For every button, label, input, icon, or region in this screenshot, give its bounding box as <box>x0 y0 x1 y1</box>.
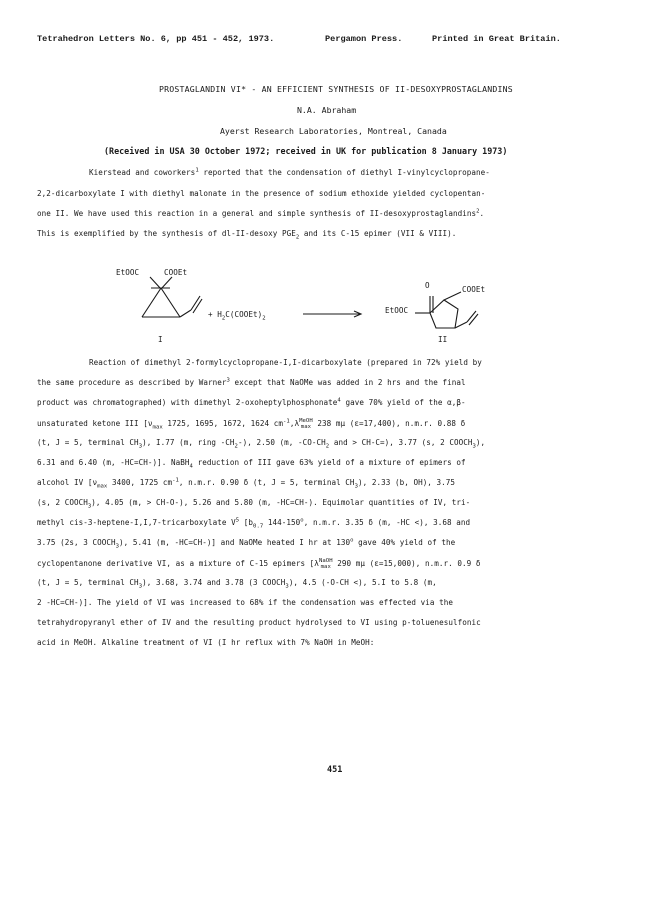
scheme-label: EtOOC <box>116 268 140 277</box>
page-number: 451 <box>327 765 343 775</box>
scheme-label: COOEt <box>164 268 188 277</box>
para1-line: one II. We have used this reaction in a general and simple synthesis of II-desoxyprostaglandins$^2$. <box>37 208 485 218</box>
bond <box>191 296 200 310</box>
bond <box>161 288 180 317</box>
compound-label: I <box>158 335 163 344</box>
bond <box>161 277 172 289</box>
para2-line: (t, J = 5, terminal $CH_3$), 3.68, 3.74 and 3.78 (3 $COOCH_3$), 4.5 (-O-CH <), 5.I to 5.8 (m, <box>37 578 437 590</box>
para2-line: 2 -HC=CH-)]. The yield of VI was increased to 68% if the condensation was effected via the <box>37 598 453 607</box>
para1-line: This is exemplified by the synthesis of dl-II-desoxy $PGE_2$ and its C-15 epimer (VII & VIII). <box>37 229 457 241</box>
para2-line: 3.75 (2s, 3 $COOCH_3$), 5.41 (m, -HC=CH-)] and NaOMe heated I hr at 130$^o$ gave 40% yield of the <box>37 537 456 550</box>
publisher: Pergamon Press. <box>325 34 403 44</box>
scheme-label: EtOOC <box>385 306 409 315</box>
journal-citation: Tetrahedron Letters No. 6, pp 451 - 452, 1973. <box>37 34 275 44</box>
para1-line: Kierstead and coworkers$^1$ reported that the condensation of diethyl I-vinylcyclopropane- <box>89 167 490 177</box>
para1-line: 2,2-dicarboxylate I with diethyl malonate in the presence of sodium ethoxide yielded cyclopentan- <box>37 189 486 198</box>
bond <box>444 292 461 300</box>
article-title: PROSTAGLANDIN VI* - AN EFFICIENT SYNTHESIS OF II-DESOXYPROSTAGLANDINS <box>159 84 513 94</box>
para2-line: 6.31 and 6.40 (m, -HC=CH-)]. NaBH$_4$ reduction of III gave 63% yield of a mixture of epimers of <box>37 458 466 470</box>
scheme-label: O <box>425 281 430 290</box>
bond <box>193 299 202 313</box>
bond <box>469 314 478 325</box>
para2-line: unsaturated ketone III [$\nu_{max}$ 1725, 1695, 1672, 1624 $cm^{-1},\lambda MeOH$ max 238 mμ (ε=17,400), n.m.r. 0.88 δ <box>37 418 466 431</box>
bond <box>455 322 467 328</box>
scheme-label: COOEt <box>462 285 486 294</box>
para2-line: acid in MeOH. Alkaline treatment of VI (I hr reflux with 7% NaOH in MeOH: <box>37 638 375 647</box>
para2-line: product was chromatographed) with dimethyl 2-oxoheptylphosphonate$^4$ gave 70% yield of the α,β- <box>37 397 466 407</box>
para2-line: (t, J = 5, terminal $CH_3$), I.77 (m, ring $-CH_2-$), 2.50 (m, $-CO-CH_2$ and > CH-C=), 3.77 (s, 2 $COOCH_3$), <box>37 438 486 450</box>
para2-line: (s, 2 $COOCH_3$), 4.05 (m, > CH-O-), 5.26 and 5.80 (m, -HC=CH-). Equimolar quantities of IV, tri- <box>37 498 471 510</box>
para2-line: the same procedure as described by Warner$^3$ except that NaOMe was added in 2 hrs and the final <box>37 377 466 387</box>
para2-line: cyclopentanone derivative VI, as a mixture of C-15 epimers [λNaOH max 290 mμ (ε=15,000), n.m.r. 0.9 δ <box>37 558 481 570</box>
ring <box>430 300 458 328</box>
compound-label: II <box>438 335 448 344</box>
reagent: + $H_2C(COOEt)_2$ <box>208 310 266 322</box>
bond <box>142 288 161 317</box>
para2-line: methyl cis-3-heptene-I,I,7-tricarboxylate $V^5$ [$b_{0.7}$ 144-150$^o$, n.m.r. 3.35 δ (m, -HC <), 3.68 and <box>37 517 471 530</box>
bond <box>180 310 191 317</box>
affiliation: Ayerst Research Laboratories, Montreal, Canada <box>220 126 447 136</box>
bond <box>467 311 476 322</box>
para2-line: alcohol IV [$\nu_{max}$ 3400, 1725 $cm^{-1}$, n.m.r. 0.90 δ (t, J = 5, terminal $CH_3$), 2.33 (b, OH), 3.75 <box>37 477 456 490</box>
bond <box>150 277 161 289</box>
para2-line: tetrahydropyranyl ether of IV and the resulting product hydrolysed to VI using p-toluenesulfonic <box>37 618 481 627</box>
para2-line: Reaction of dimethyl 2-formylcyclopropane-I,I-dicarboxylate (prepared in 72% yield by <box>89 358 482 367</box>
received-dates: (Received in USA 30 October 1972; received in UK for publication 8 January 1973) <box>104 146 508 156</box>
printed-location: Printed in Great Britain. <box>432 34 561 44</box>
author: N.A. Abraham <box>297 105 357 115</box>
